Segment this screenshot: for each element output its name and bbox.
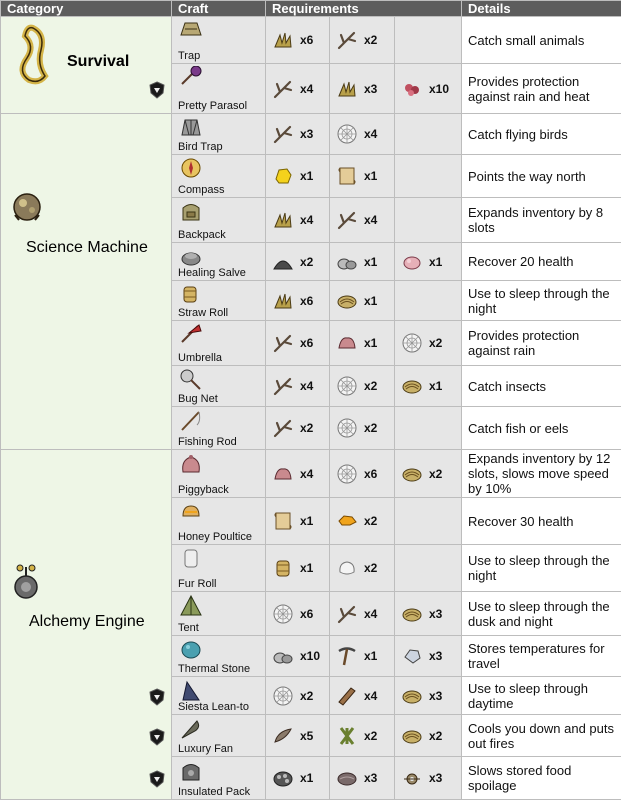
requirement-cell xyxy=(266,366,330,407)
requirement-qty: x1 xyxy=(364,649,377,663)
twigs-icon xyxy=(272,78,294,100)
fur-roll-icon xyxy=(178,547,202,569)
craft-cell[interactable] xyxy=(172,321,266,366)
requirement-cell xyxy=(266,198,330,243)
craft-cell[interactable] xyxy=(172,592,266,636)
craft-name: Honey Poultice xyxy=(178,531,252,543)
requirement-qty: x2 xyxy=(429,729,442,743)
silk-icon xyxy=(336,463,358,485)
header-requirements: Requirements xyxy=(266,1,462,17)
requirement-cell xyxy=(266,114,330,155)
insulated-pack-icon xyxy=(178,759,202,781)
requirement-cell xyxy=(395,321,462,366)
requirement-qty: x4 xyxy=(300,467,313,481)
requirement-qty: x3 xyxy=(364,771,377,785)
craft-name: Tent xyxy=(178,622,199,634)
honey-poultice-icon xyxy=(178,500,202,522)
gears-icon xyxy=(401,767,423,789)
twigs-icon xyxy=(272,332,294,354)
requirement-qty: x10 xyxy=(429,82,449,96)
details-cell: Provides protection against rain xyxy=(462,321,621,366)
requirement-qty: x2 xyxy=(300,255,313,269)
requirement-cell xyxy=(330,715,395,757)
requirement-cell xyxy=(395,636,462,677)
requirement-cell xyxy=(395,17,462,64)
category-alchemy xyxy=(1,450,172,800)
craft-name: Fishing Rod xyxy=(178,436,237,448)
requirement-cell xyxy=(330,407,395,450)
requirement-qty: x4 xyxy=(300,82,313,96)
bunny-puff-icon xyxy=(336,767,358,789)
twigs-icon xyxy=(336,603,358,625)
requirement-qty: x1 xyxy=(429,379,442,393)
rope-icon xyxy=(336,290,358,312)
cut-reeds-icon xyxy=(336,725,358,747)
requirement-cell xyxy=(266,155,330,198)
pickaxe-icon xyxy=(336,645,358,667)
silk-icon xyxy=(336,375,358,397)
papyrus-icon xyxy=(336,165,358,187)
requirement-qty: x6 xyxy=(300,336,313,350)
requirement-qty: x2 xyxy=(364,729,377,743)
requirement-cell xyxy=(330,545,395,592)
requirement-qty: x2 xyxy=(300,421,313,435)
requirement-qty: x2 xyxy=(429,336,442,350)
requirement-cell xyxy=(266,715,330,757)
silk-icon xyxy=(336,123,358,145)
requirement-qty: x6 xyxy=(364,467,377,481)
shipwrecked-badge-icon xyxy=(149,688,165,706)
tent-icon xyxy=(178,594,202,616)
craft-cell[interactable] xyxy=(172,715,266,757)
craft-name: Backpack xyxy=(178,229,226,241)
craft-name: Luxury Fan xyxy=(178,743,233,755)
requirement-qty: x1 xyxy=(300,169,313,183)
details-cell: Use to sleep through the dusk and night xyxy=(462,592,621,636)
cut-grass-icon xyxy=(336,78,358,100)
rope-icon xyxy=(401,463,423,485)
category-label: Alchemy Engine xyxy=(29,613,145,631)
requirement-qty: x3 xyxy=(429,607,442,621)
craft-name: Piggyback xyxy=(178,484,229,496)
requirement-qty: x2 xyxy=(364,33,377,47)
rope-icon xyxy=(401,685,423,707)
header-category: Category xyxy=(1,1,172,17)
craft-cell[interactable] xyxy=(172,198,266,243)
requirement-qty: x4 xyxy=(364,689,377,703)
craft-cell[interactable] xyxy=(172,450,266,498)
requirement-cell xyxy=(395,545,462,592)
rope-icon xyxy=(401,375,423,397)
fishing-rod-icon xyxy=(178,409,202,431)
requirement-qty: x2 xyxy=(429,467,442,481)
bird-trap-icon xyxy=(178,116,202,138)
details-cell: Catch small animals xyxy=(462,17,621,64)
papyrus-icon xyxy=(272,510,294,532)
tentacle-spots-icon xyxy=(272,767,294,789)
requirement-qty: x6 xyxy=(300,33,313,47)
craft-name: Insulated Pack xyxy=(178,786,250,798)
twigs-icon xyxy=(272,123,294,145)
requirement-qty: x2 xyxy=(364,514,377,528)
requirement-qty: x1 xyxy=(429,255,442,269)
requirement-cell xyxy=(395,715,462,757)
requirement-cell xyxy=(330,321,395,366)
craft-name: Bird Trap xyxy=(178,141,223,153)
umbrella-icon xyxy=(178,323,202,345)
requirement-cell xyxy=(266,407,330,450)
requirement-qty: x2 xyxy=(364,379,377,393)
requirement-cell xyxy=(330,198,395,243)
requirement-cell xyxy=(266,243,330,281)
pig-skin-icon xyxy=(272,463,294,485)
requirement-cell xyxy=(395,498,462,545)
requirement-qty: x6 xyxy=(300,607,313,621)
details-cell: Catch flying birds xyxy=(462,114,621,155)
craft-cell[interactable] xyxy=(172,243,266,281)
shipwrecked-badge-icon xyxy=(149,81,165,99)
requirement-qty: x5 xyxy=(300,729,313,743)
rocks-icon xyxy=(336,251,358,273)
details-cell: Catch insects xyxy=(462,366,621,407)
twigs-icon xyxy=(336,29,358,51)
requirement-qty: x1 xyxy=(300,771,313,785)
requirement-qty: x4 xyxy=(300,379,313,393)
requirement-qty: x2 xyxy=(300,689,313,703)
craft-name: Thermal Stone xyxy=(178,663,250,675)
requirement-cell xyxy=(266,636,330,677)
craft-name: Healing Salve xyxy=(178,267,246,279)
requirement-cell xyxy=(330,114,395,155)
details-cell: Use to sleep through daytime xyxy=(462,677,621,715)
requirement-cell xyxy=(266,321,330,366)
requirement-cell xyxy=(330,450,395,498)
requirement-cell xyxy=(266,64,330,114)
details-cell: Expands inventory by 12 slots, slows move speed by 10% xyxy=(462,450,621,498)
requirement-cell xyxy=(395,198,462,243)
requirement-cell xyxy=(266,450,330,498)
requirement-qty: x3 xyxy=(429,771,442,785)
requirement-qty: x3 xyxy=(300,127,313,141)
luxury-fan-icon xyxy=(178,717,202,739)
category-survival xyxy=(1,17,172,114)
craft-cell[interactable] xyxy=(172,636,266,677)
requirement-qty: x3 xyxy=(429,649,442,663)
requirement-qty: x1 xyxy=(300,514,313,528)
rocks-icon xyxy=(272,645,294,667)
silk-icon xyxy=(272,603,294,625)
craft-cell[interactable] xyxy=(172,17,266,64)
requirement-cell xyxy=(395,757,462,800)
honey-icon xyxy=(336,510,358,532)
craft-name: Straw Roll xyxy=(178,307,228,319)
trap-icon xyxy=(178,19,202,41)
details-cell: Expands inventory by 8 slots xyxy=(462,198,621,243)
craft-cell[interactable] xyxy=(172,155,266,198)
requirement-cell xyxy=(395,677,462,715)
requirement-cell xyxy=(395,407,462,450)
silk-icon xyxy=(336,417,358,439)
requirement-cell xyxy=(395,281,462,321)
healing-salve-icon xyxy=(178,245,202,267)
twigs-icon xyxy=(272,375,294,397)
requirement-qty: x4 xyxy=(364,607,377,621)
details-cell: Catch fish or eels xyxy=(462,407,621,450)
category-science xyxy=(1,114,172,450)
requirement-cell xyxy=(330,636,395,677)
requirement-qty: x4 xyxy=(300,213,313,227)
parasol-icon xyxy=(178,66,202,88)
craft-name: Fur Roll xyxy=(178,578,217,590)
requirement-qty: x2 xyxy=(364,421,377,435)
alchemy-engine-icon xyxy=(9,563,43,601)
craft-name: Trap xyxy=(178,50,200,62)
requirement-qty: x6 xyxy=(300,294,313,308)
craft-row xyxy=(1,450,621,498)
rope-icon xyxy=(401,725,423,747)
craft-cell[interactable] xyxy=(172,677,266,715)
cut-grass-icon xyxy=(272,290,294,312)
header-details: Details xyxy=(462,1,621,17)
siesta-icon xyxy=(178,679,202,701)
craft-name: Umbrella xyxy=(178,352,222,364)
requirement-qty: x10 xyxy=(300,649,320,663)
feather-icon xyxy=(272,725,294,747)
details-cell: Slows stored food spoilage xyxy=(462,757,621,800)
twigs-icon xyxy=(272,417,294,439)
category-label: Survival xyxy=(67,53,129,71)
requirement-cell xyxy=(330,155,395,198)
craft-cell[interactable] xyxy=(172,366,266,407)
requirement-cell xyxy=(266,677,330,715)
details-cell: Provides protection against rain and heat xyxy=(462,64,621,114)
requirement-cell xyxy=(266,17,330,64)
requirement-qty: x1 xyxy=(364,294,377,308)
craft-cell[interactable] xyxy=(172,545,266,592)
requirement-qty: x1 xyxy=(364,336,377,350)
requirement-cell xyxy=(330,592,395,636)
details-cell: Recover 30 health xyxy=(462,498,621,545)
boards-icon xyxy=(336,685,358,707)
craft-name: Siesta Lean-to xyxy=(178,701,249,713)
craft-cell[interactable] xyxy=(172,498,266,545)
requirement-qty: x3 xyxy=(429,689,442,703)
rope-icon xyxy=(401,603,423,625)
requirement-cell xyxy=(330,498,395,545)
requirement-qty: x3 xyxy=(364,82,377,96)
craft-name: Bug Net xyxy=(178,393,218,405)
rope-loop-icon xyxy=(11,24,55,86)
craft-name: Compass xyxy=(178,184,224,196)
details-cell: Stores temperatures for travel xyxy=(462,636,621,677)
requirement-cell xyxy=(395,366,462,407)
craft-name: Pretty Parasol xyxy=(178,100,247,112)
compass-icon xyxy=(178,157,202,179)
details-cell: Cools you down and puts out fires xyxy=(462,715,621,757)
requirement-cell xyxy=(330,17,395,64)
requirement-cell xyxy=(330,243,395,281)
header-craft: Craft xyxy=(172,1,266,17)
requirement-cell xyxy=(330,757,395,800)
craft-row xyxy=(1,114,621,155)
requirement-cell xyxy=(395,592,462,636)
requirement-qty: x1 xyxy=(364,255,377,269)
requirement-cell xyxy=(266,757,330,800)
details-cell: Recover 20 health xyxy=(462,243,621,281)
requirement-cell xyxy=(330,366,395,407)
requirement-cell xyxy=(266,545,330,592)
details-cell: Points the way north xyxy=(462,155,621,198)
craft-row xyxy=(1,17,621,64)
spider-gland-icon xyxy=(401,251,423,273)
requirement-cell xyxy=(395,64,462,114)
requirement-qty: x1 xyxy=(364,169,377,183)
craft-cell[interactable] xyxy=(172,64,266,114)
petals-icon xyxy=(401,78,423,100)
shipwrecked-badge-icon xyxy=(149,728,165,746)
craft-cell[interactable] xyxy=(172,757,266,800)
requirement-cell xyxy=(266,592,330,636)
science-machine-icon xyxy=(9,187,45,223)
backpack-icon xyxy=(178,200,202,222)
craft-cell[interactable] xyxy=(172,407,266,450)
cut-grass-icon xyxy=(272,29,294,51)
requirement-cell xyxy=(330,677,395,715)
pig-skin-icon xyxy=(336,332,358,354)
requirement-cell xyxy=(330,64,395,114)
straw-roll-icon xyxy=(178,283,202,305)
requirement-cell xyxy=(395,243,462,281)
requirement-cell xyxy=(395,114,462,155)
requirement-cell xyxy=(395,450,462,498)
header-row xyxy=(1,1,621,17)
silk-icon xyxy=(272,685,294,707)
silk-icon xyxy=(401,332,423,354)
requirement-qty: x4 xyxy=(364,127,377,141)
requirement-qty: x1 xyxy=(300,561,313,575)
category-label: Science Machine xyxy=(26,239,148,257)
requirement-cell xyxy=(330,281,395,321)
fur-icon xyxy=(336,557,358,579)
ashes-icon xyxy=(272,251,294,273)
gold-nugget-icon xyxy=(272,165,294,187)
piggyback-icon xyxy=(178,452,202,474)
requirement-qty: x2 xyxy=(364,561,377,575)
details-cell: Use to sleep through the night xyxy=(462,281,621,321)
bug-net-icon xyxy=(178,368,202,390)
craft-cell[interactable] xyxy=(172,281,266,321)
flint-icon xyxy=(401,645,423,667)
requirement-qty: x4 xyxy=(364,213,377,227)
craft-cell[interactable] xyxy=(172,114,266,155)
requirement-cell xyxy=(266,281,330,321)
requirement-cell xyxy=(395,155,462,198)
thermal-stone-icon xyxy=(178,638,202,660)
requirement-cell xyxy=(266,498,330,545)
cut-grass-icon xyxy=(272,209,294,231)
details-cell: Use to sleep through the night xyxy=(462,545,621,592)
twigs-icon xyxy=(336,209,358,231)
straw-roll-icon xyxy=(272,557,294,579)
